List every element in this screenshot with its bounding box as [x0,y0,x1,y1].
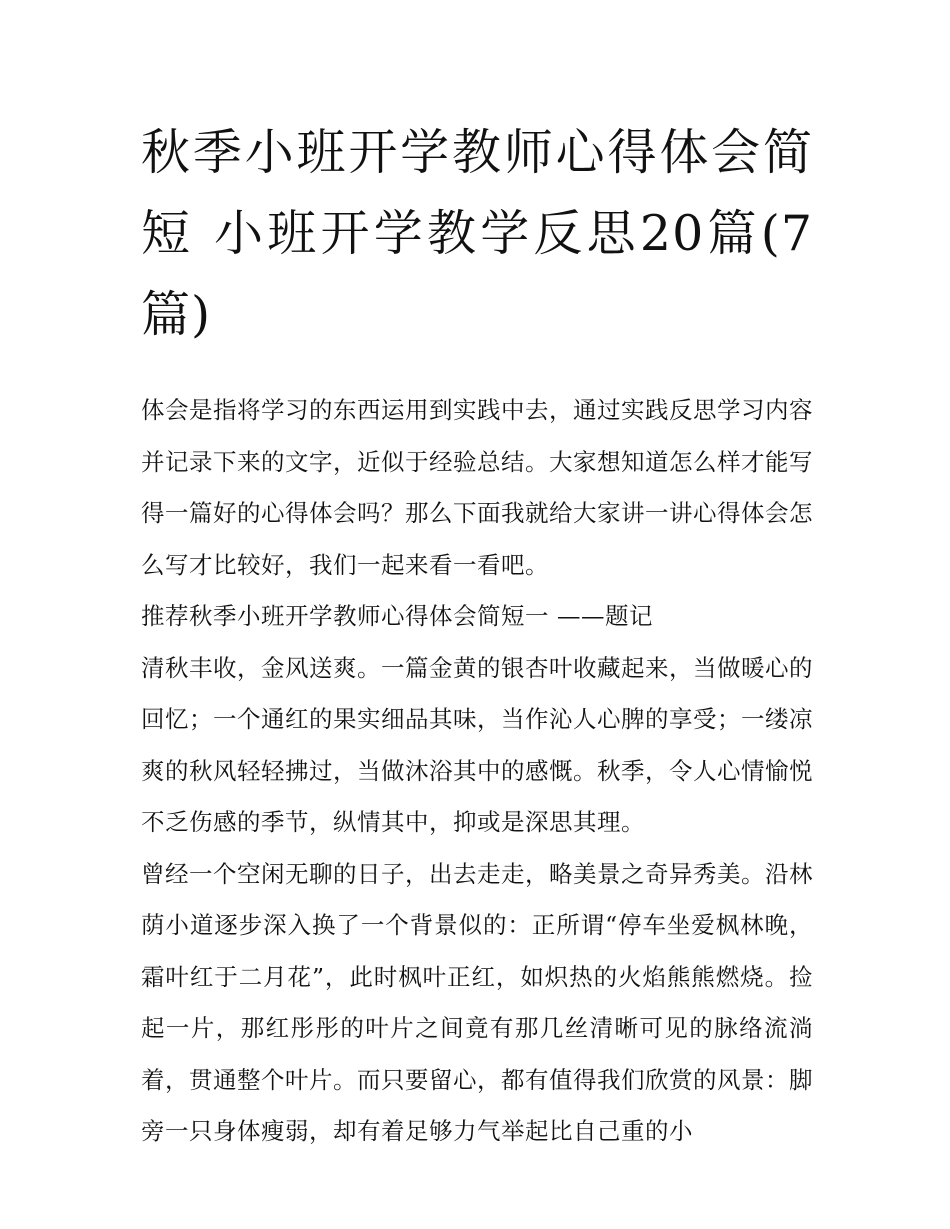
paragraph-memory: 曾经一个空闲无聊的日子，出去走走，略美景之奇异秀美。沿林荫小道逐步深入换了一个背景似的：正所谓“停车坐爱枫林晚，霜叶红于二月花”，此时枫叶正红，如炽热的火焰熊熊燃烧。捡起一片，那红彤彤的叶片之间竟有那几丝清晰可见的脉络流淌着，贯通整个叶片。而只要留心，都有值得我们欣赏的风景：脚旁一只身体瘦弱，却有着足够力气举起比自己重的小 [141,859,813,1145]
document-page [141,112,813,1158]
paragraph-intro: 体会是指将学习的东西运用到实践中去，通过实践反思学习内容并记录下来的文字，近似于经验总结。大家想知道怎么样才能写得一篇好的心得体会吗？那么下面我就给大家讲一讲心得体会怎么写才比较好，我们一起来看一看吧。 [141,396,813,579]
document-body [141,385,813,1158]
document-title: 秋季小班开学教师心得体会简短 小班开学教学反思20篇(7篇) [141,124,813,343]
section-heading: 推荐秋季小班开学教师心得体会简短一 ——题记 [141,602,653,630]
paragraph-autumn: 清秋丰收，金风送爽。一篇金黄的银杏叶收藏起来，当做暖心的回忆；一个通红的果实细品其味，当作沁人心脾的享受；一缕凉爽的秋风轻轻拂过，当做沐浴其中的感慨。秋季，令人心情愉悦不乏伤感的季节，纵情其中，抑或是深思其理。 [141,653,813,836]
